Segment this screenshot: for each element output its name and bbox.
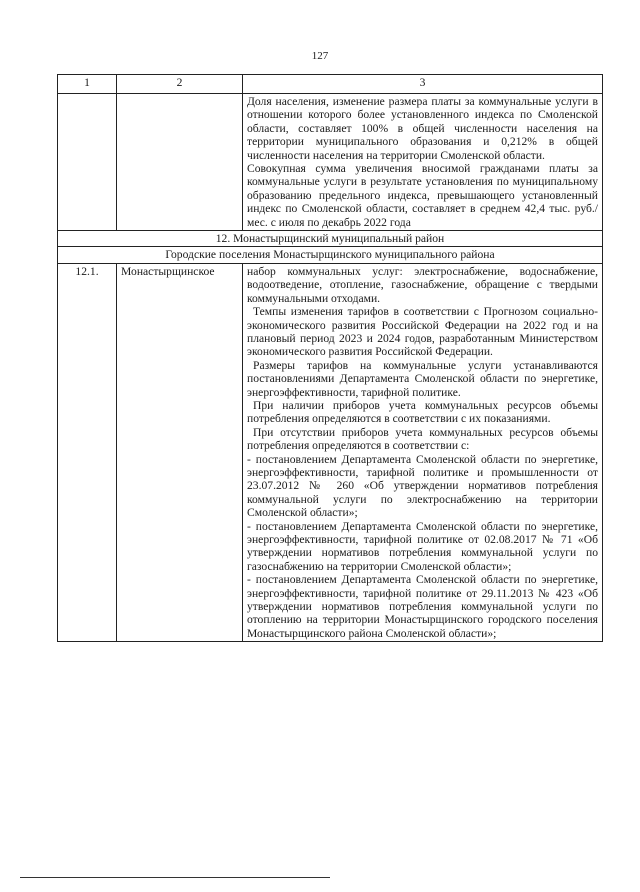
section-title: 12. Монастырщинский муниципальный район <box>58 231 603 247</box>
section-title-row <box>58 231 603 247</box>
row-paragraph: - постановлением Департамента Смоленской области по энергетике, энергоэффективности, тарифной политике от 29.11.2013 № 423 «Об утверждении нормативов потребления коммунальной услуги по отоплению на территории Монастырщинского городского поселения Монастырщинского района Смоленской области»; <box>247 573 598 640</box>
row-number: 12.1. <box>58 263 117 641</box>
row-paragraph: При наличии приборов учета коммунальных ресурсов объемы потребления определяются в соответствии с их показаниями. <box>247 398 598 426</box>
continuation-description-cell <box>243 94 603 231</box>
column-header-2: 2 <box>117 75 243 94</box>
footer-divider <box>20 877 330 878</box>
table-row <box>58 263 603 641</box>
continuation-name-cell <box>117 94 243 231</box>
subsection-title-row <box>58 247 603 263</box>
subsection-title: Городские поселения Монастырщинского муниципального района <box>58 247 603 263</box>
row-paragraph: Размеры тарифов на коммунальные услуги устанавливаются постановлениями Департамента Смоленской области по энергетике, энергоэффективности, тарифной политике. <box>247 358 598 399</box>
row-municipality-name: Монастырщинское <box>117 263 243 641</box>
column-header-3: 3 <box>243 75 603 94</box>
row-paragraph: - постановлением Департамента Смоленской области по энергетике, энергоэффективности, тарифной политике от 02.08.2017 № 71 «Об утверждении нормативов потребления коммунальной услуги по газоснабжению на территории Смоленской области»; <box>247 519 598 573</box>
row-paragraph: При отсутствии приборов учета коммунальных ресурсов объемы потребления определяются в соответствии с: <box>247 425 598 453</box>
row-description-cell <box>243 263 603 641</box>
row-paragraph: Темпы изменения тарифов в соответствии с Прогнозом социально-экономического развития Российской Федерации на 2022 год и на плановый период 2023 и 2024 годов, разработанным Министерством экономического развития Российской Федерации. <box>247 305 598 359</box>
continuation-row <box>58 94 603 231</box>
row-paragraph: - постановлением Департамента Смоленской области по энергетике, энергоэффективности, тарифной политике и промышленности от 23.07.2012 № 260 «Об утверждении нормативов потребления коммунальной услуги по электроснабжению на территории Смоленской области»; <box>247 452 598 520</box>
page-number: 127 <box>311 50 329 62</box>
document-table <box>57 74 603 642</box>
continuation-paragraph: Совокупная сумма увеличения вносимой гражданами платы за коммунальные услуги в результате установления по муниципальному образованию предельного индекса, превышающего установленный индекс по Смоленской области, составляет в среднем 42,4 тыс. руб./мес. с июля по декабрь 2022 года <box>247 162 598 229</box>
continuation-paragraph: Доля населения, изменение размера платы за коммунальные услуги в отношении которого более установленного индекса по Смоленской области, составляет 100% в общей численности населения на территории муниципального образования и 0,212% в общей численности населения на территории Смоленской области. <box>247 95 598 162</box>
continuation-number-cell <box>58 94 117 231</box>
column-header-1: 1 <box>58 75 117 94</box>
row-paragraph: набор коммунальных услуг: электроснабжение, водоснабжение, водоотведение, отопление, газоснабжение, обращение с твердыми коммунальными отходами. <box>247 264 598 305</box>
table-header-row <box>58 75 603 94</box>
